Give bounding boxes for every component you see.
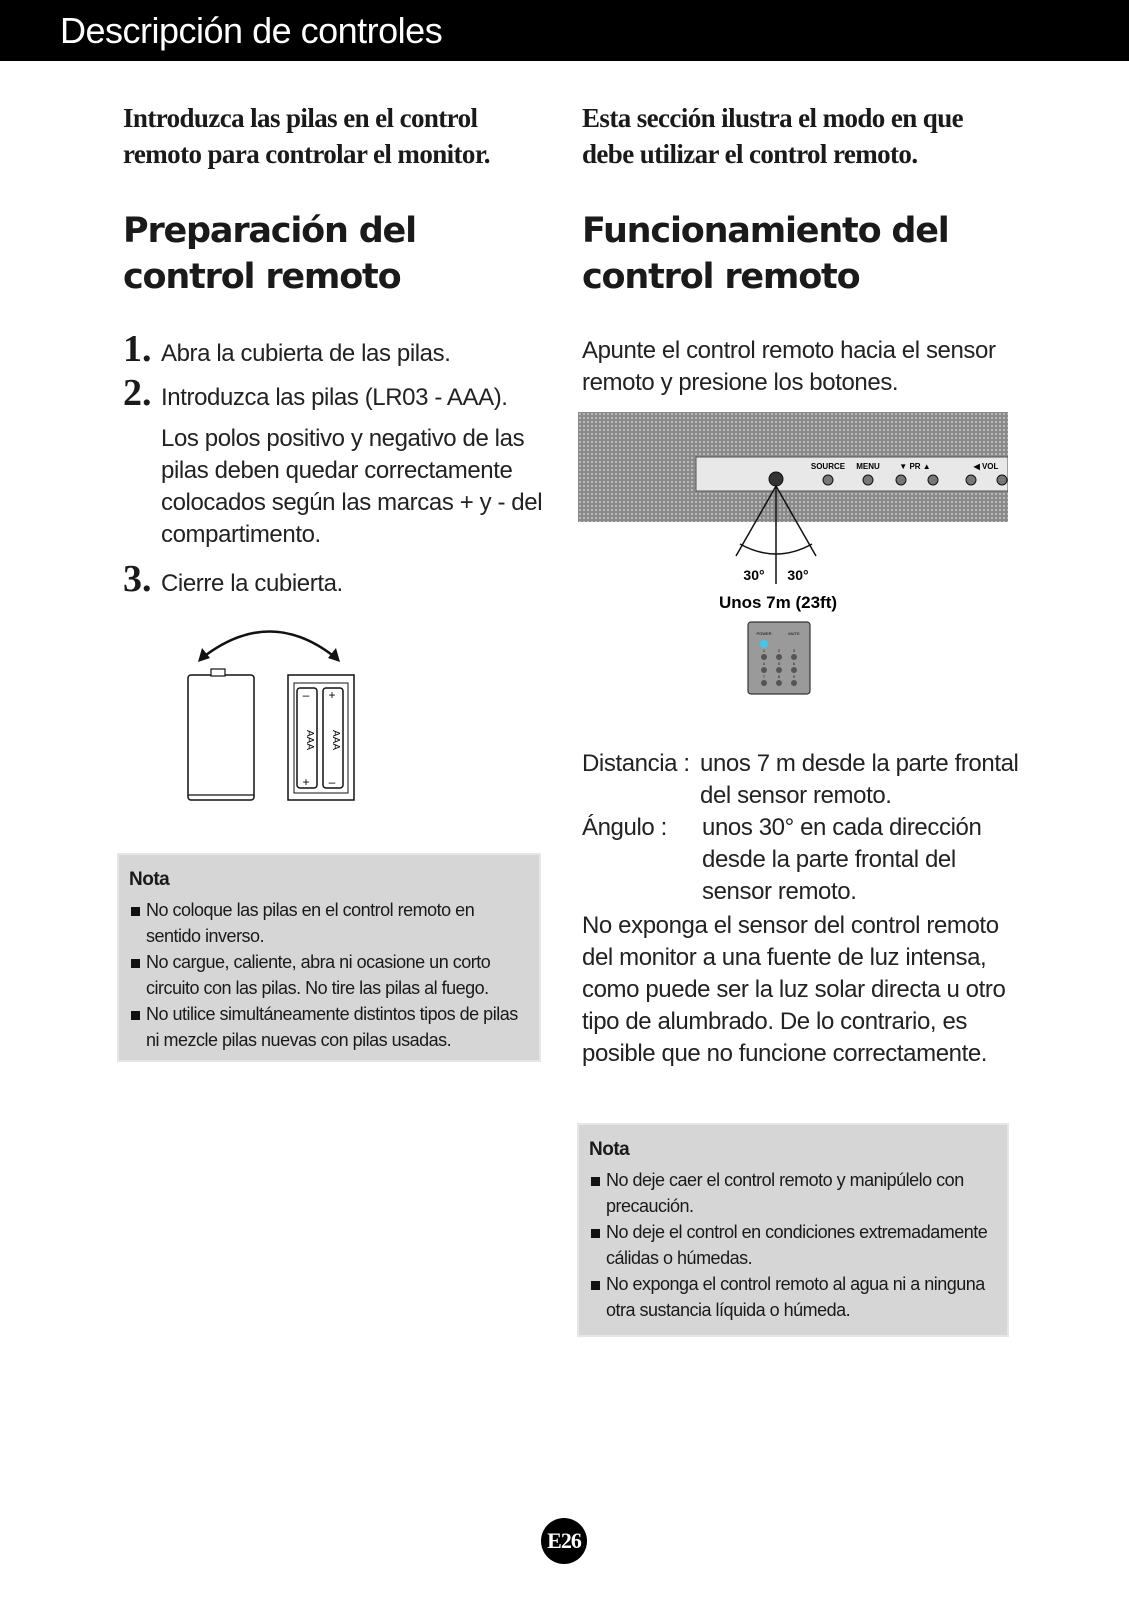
spec-distance: [582, 748, 1022, 812]
right-body-text: Apunte el control remoto hacia el sensor remoto y presione los botones.: [582, 337, 996, 396]
panel-button: [928, 475, 938, 485]
battery-sign: +: [328, 688, 336, 702]
panel-button: [896, 475, 906, 485]
note-list: [119, 897, 539, 1053]
remote-label: POWER: [756, 631, 772, 636]
page-number-badge: E26: [541, 1518, 587, 1564]
remote-label: MUTE: [788, 631, 800, 636]
battery-sign: –: [328, 775, 336, 789]
spec-value: unos 30° en cada dirección desde la parte frontal del sensor remoto.: [702, 814, 982, 905]
remote-digit: 5: [777, 661, 781, 666]
panel-label: ◀ VOL: [973, 462, 999, 471]
note-item: No coloque las pilas en el control remoto en sentido inverso.: [129, 897, 529, 949]
remote-digit: 6: [792, 661, 796, 666]
note-item: No deje el control en condiciones extremadamente cálidas o húmedas.: [589, 1219, 997, 1271]
step-3: [123, 557, 543, 601]
header-bar: [0, 0, 1129, 61]
right-section-title: Funcionamiento del control remoto: [582, 211, 949, 297]
note-item: No utilice simultáneamente distintos tipos de pilas ni mezcle pilas nuevas con pilas usadas.: [129, 1001, 529, 1053]
battery-label: AAA: [304, 729, 315, 751]
step-number: 2.: [123, 372, 152, 414]
step-number: 1.: [123, 328, 152, 370]
panel-button: [863, 475, 873, 485]
panel-button: [997, 475, 1007, 485]
spec-label: Ángulo :: [582, 814, 667, 841]
remote-digit: 4: [762, 661, 766, 666]
control-panel: [696, 457, 1008, 491]
remote-led: [760, 640, 768, 648]
panel-label: MENU: [856, 462, 880, 471]
page-header-title: Descripción de controles: [60, 10, 443, 51]
arrow-head-right-icon: [328, 648, 340, 662]
left-intro-text: Introduzca las pilas en el control remoto para controlar el monitor.: [123, 103, 490, 169]
angle-right-label: 30°: [787, 567, 809, 583]
note-box-right: [579, 1125, 1007, 1335]
left-section-title: Preparación del control remoto: [123, 211, 416, 297]
spec-label: Distancia :: [582, 750, 690, 777]
panel-label: SOURCE: [810, 462, 846, 471]
battery-sign: –: [302, 688, 310, 702]
step-text: Abra la cubierta de las pilas.: [161, 340, 451, 367]
remote-digit: 8: [777, 674, 781, 679]
battery-illustration: [180, 625, 370, 815]
spec-angle: [582, 812, 1022, 908]
steps-list: [123, 327, 543, 601]
note-list: [579, 1167, 1007, 1323]
panel-button: [966, 475, 976, 485]
remote-digit: 7: [762, 674, 766, 679]
right-intro-text: Esta sección ilustra el modo en que debe utilizar el control remoto.: [582, 103, 963, 169]
step-2-detail: Los polos positivo y negativo de las pilas deben quedar correctamente colocados según las marcas + y - del compartimento.: [161, 425, 543, 548]
right-intro: [582, 100, 1012, 172]
step-text: Cierre la cubierta.: [161, 570, 343, 597]
remote-digit: 9: [792, 674, 796, 679]
note-title: Nota: [589, 1139, 630, 1160]
note-box-left: [119, 855, 539, 1060]
remote-sensor: [769, 472, 783, 486]
step-1: [123, 327, 543, 371]
step-text: Introduzca las pilas (LR03 - AAA).: [161, 384, 508, 411]
remote-digit: 1: [762, 648, 766, 653]
warning-text: No exponga el sensor del control remoto del monitor a una fuente de luz intensa, como puede ser la luz solar directa u otro tipo de alumbrado. De lo contrario, es posible que no funcione correctamente.: [582, 912, 1006, 1067]
panel-label: ▼ PR ▲: [899, 462, 931, 471]
remote-digit: 2: [777, 648, 781, 653]
left-intro: [123, 100, 543, 172]
step-number: 3.: [123, 558, 152, 600]
specs-list: [582, 748, 1022, 908]
note-title: Nota: [129, 869, 170, 890]
battery-sign: +: [302, 775, 310, 789]
battery-label: AAA: [330, 729, 341, 751]
note-item: No exponga el control remoto al agua ni a ninguna otra sustancia líquida o húmeda.: [589, 1271, 997, 1323]
remote-digit: 3: [792, 648, 796, 653]
arrow-head-left-icon: [198, 648, 210, 662]
remote-range-diagram: [578, 412, 1008, 712]
note-item: No cargue, caliente, abra ni ocasione un corto circuito con las pilas. No tire las pilas al fuego.: [129, 949, 529, 1001]
note-item: No deje caer el control remoto y manipúlelo con precaución.: [589, 1167, 997, 1219]
angle-left-label: 30°: [743, 567, 765, 583]
distance-label: Unos 7m (23ft): [718, 593, 838, 612]
curved-arrow-icon: [202, 632, 336, 659]
panel-button: [823, 475, 833, 485]
spec-value: unos 7 m desde la parte frontal del sensor remoto.: [700, 750, 1019, 809]
battery-cover: [188, 675, 254, 800]
step-2: [123, 371, 543, 415]
